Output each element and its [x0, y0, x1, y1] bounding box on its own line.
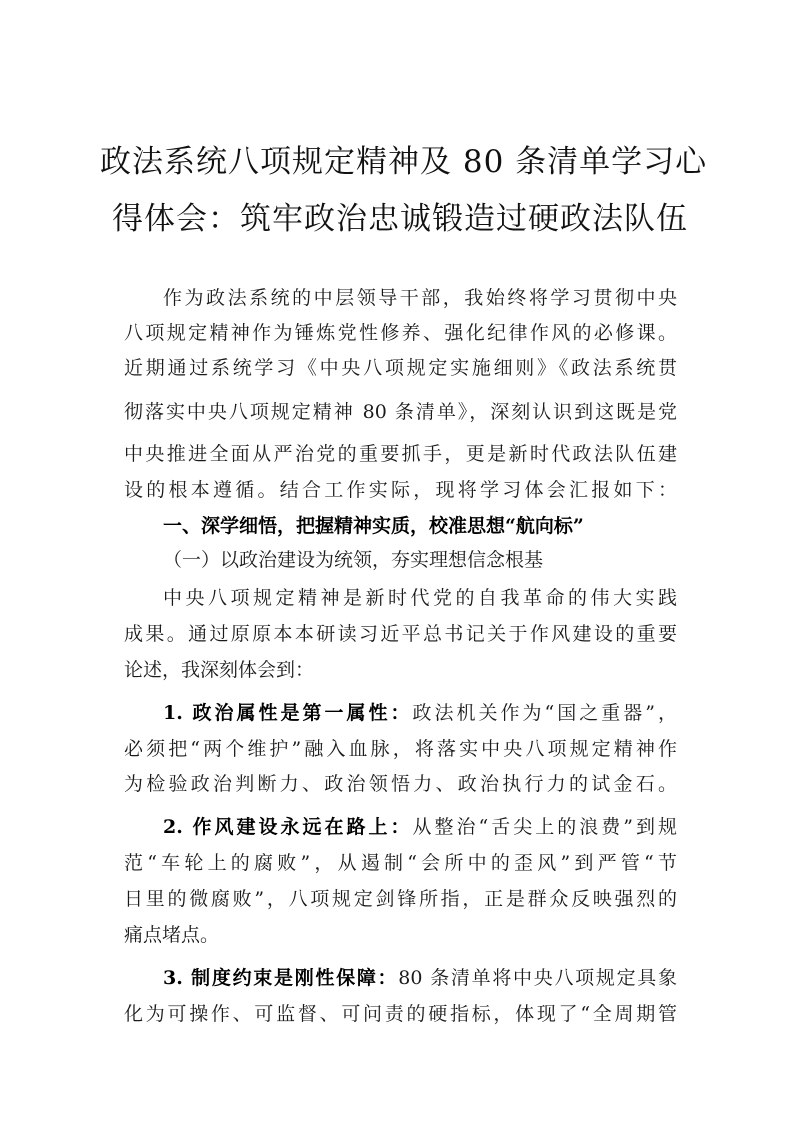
point-text: 80 条清单将中央八项规定具象	[398, 967, 678, 989]
body-line: 化为可操作、可监督、可问责的硬指标，体现了“全周期管	[124, 1003, 677, 1025]
body-line: 成果。通过原原本本研读习近平总书记关于作风建设的重要	[124, 623, 677, 645]
section-heading: 一、深学细悟，把握精神实质，校准思想“航向标”	[163, 515, 584, 537]
intro-line: 八项规定精神作为锤炼党性修养、强化纪律作风的必修课。	[124, 322, 677, 344]
intro-line: 近期通过系统学习《中央八项规定实施细则》《政法系统贯	[124, 357, 677, 379]
body-line: 痛点堵点。	[124, 924, 220, 946]
intro-line: 彻落实中央八项规定精神 80 条清单》，深刻认识到这既是党	[124, 401, 677, 423]
point-text: 从整治“舌尖上的浪费”到规	[412, 816, 678, 838]
subsection-heading: （一）以政治建设为统领，夯实理想信念根基	[163, 549, 544, 571]
intro-line: 作为政法系统的中层领导干部，我始终将学习贯彻中央	[163, 287, 677, 309]
document-title-line-2: 得体会：筑牢政治忠诚锻造过硬政法队伍	[112, 201, 688, 237]
point-label: 2. 作风建设永远在路上：	[163, 816, 413, 838]
body-line: 范“车轮上的腐败”，从遏制“会所中的歪风”到严管“节	[124, 852, 677, 874]
document-title-line-1: 政法系统八项规定精神及 80 条清单学习心	[100, 144, 708, 180]
intro-line: 中央推进全面从严治党的重要抓手，更是新时代政法队伍建	[124, 443, 677, 465]
body-line: 中央八项规定精神是新时代党的自我革命的伟大实践	[163, 587, 677, 609]
point-text: 政法机关作为“国之重器”，	[412, 702, 678, 724]
point-2-first-line	[163, 815, 677, 839]
point-3-first-line	[163, 966, 677, 990]
body-line: 论述，我深刻体会到：	[124, 659, 315, 681]
body-line: 必须把“两个维护”融入血脉，将落实中央八项规定精神作	[124, 738, 677, 760]
point-label: 1. 政治属性是第一属性：	[163, 702, 413, 724]
body-line: 为检验政治判断力、政治领悟力、政治执行力的试金石。	[124, 773, 677, 795]
body-line: 日里的微腐败”，八项规定剑锋所指，正是群众反映强烈的	[124, 888, 677, 910]
point-1-first-line	[163, 701, 677, 725]
point-label: 3. 制度约束是刚性保障：	[163, 967, 399, 989]
intro-line: 设的根本遵循。结合工作实际，现将学习体会汇报如下：	[124, 479, 677, 501]
